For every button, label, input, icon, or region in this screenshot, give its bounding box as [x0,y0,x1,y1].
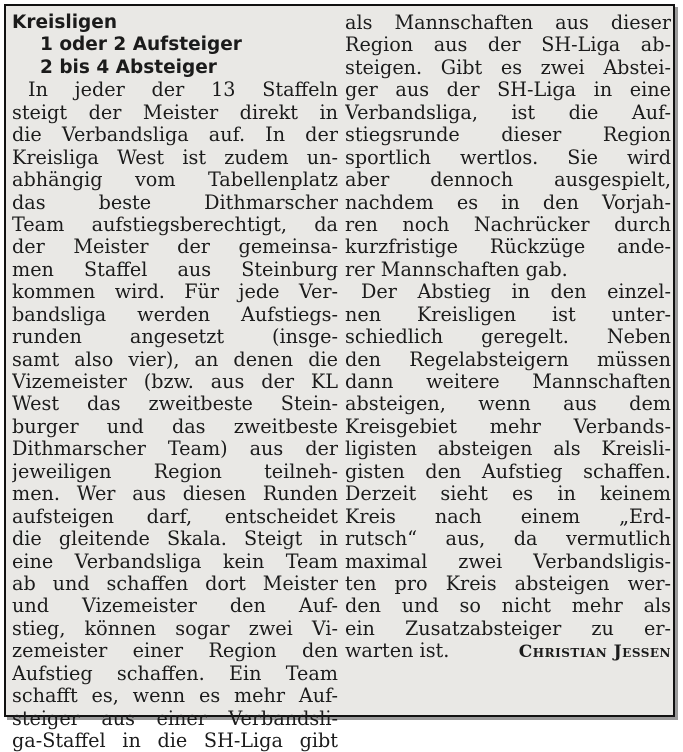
text-line: Aufstieg schaffen. Ein Team [12,662,338,685]
text-line: den und so nicht mehr als [345,595,671,618]
text-line: Derzeit sieht es in keinem [345,483,671,506]
text-line: steigt der Meister direkt in [12,101,338,124]
text-line: die gleitende Skala. Steigt in [12,528,338,551]
text-line: Der Abstieg in den einzel- [361,281,671,304]
text-line: die Verbandsliga auf. In der [12,124,338,147]
text-line: jeweiligen Region teilneh- [12,460,338,483]
text-line: rutsch“ aus, da vermutlich [345,528,671,551]
text-line: schafft es, wenn es mehr Auf- [12,685,338,708]
article-subhead: 1 oder 2 Aufsteiger [40,34,242,56]
text-line: nachdem es in den Vorjah- [345,191,671,214]
newspaper-clipping [4,4,675,752]
text-line: kurzfristige Rückzüge ande- [345,236,671,259]
text-line: samt also vier), an denen die [12,348,338,371]
article-column-left [12,12,338,752]
text-line: steigen. Gibt es zwei Abstei- [345,56,671,79]
text-line: rer Mannschaften gab. [345,258,568,281]
text-line: und Vizemeister den Auf- [12,595,338,618]
text-line: Dithmarscher Team) aus der [12,438,338,461]
text-line: aufsteigen darf, entscheidet [12,505,338,528]
text-line: ab und schaffen dort Meister [12,572,338,595]
text-line: ten pro Kreis absteigen wer- [345,572,671,595]
text-line: nen Kreisligen ist unter- [345,303,671,326]
text-line: Verbandsliga, ist die Auf- [345,101,671,124]
text-line: burger und das zweitbeste [12,415,338,438]
text-line: runden angesetzt (insge- [12,326,338,349]
text-line: Kreisgebiet mehr Verbands- [345,415,671,438]
text-line: bandsliga werden Aufstiegs- [12,303,338,326]
text-line: abhängig vom Tabellenplatz [12,169,338,192]
text-line: der Meister der gemeinsa- [12,236,338,259]
text-line: stiegsrunde dieser Region [345,124,671,147]
text-line: sportlich wertlos. Sie wird [345,146,671,169]
text-line: ligisten absteigen als Kreisli- [345,438,671,461]
text-line: maximal zwei Verbandsligis- [345,550,671,573]
text-line: absteigen, wenn aus dem [345,393,671,416]
text-line: Kreis nach einem „Erd- [345,505,671,528]
article-subhead: 2 bis 4 Absteiger [40,56,217,78]
article-heading: Kreisligen [12,12,118,33]
text-line: men. Wer aus diesen Runden [12,483,338,506]
text-line: West das zweitbeste Stein- [12,393,338,416]
text-line: steiger aus einer Verbandsli- [12,707,338,730]
text-line: zemeister einer Region den [12,640,338,663]
text-line: stieg, können sogar zwei Vi- [12,617,338,640]
text-line: schiedlich geregelt. Neben [345,326,671,349]
text-line: Kreisliga West ist zudem un- [12,146,338,169]
text-line: eine Verbandsliga kein Team [12,550,338,573]
text-line: als Mannschaften aus dieser [345,12,671,34]
text-line: aber dennoch ausgespielt, [345,169,671,192]
closing-line [345,640,671,662]
text-line: Region aus der SH-Liga ab- [345,34,671,57]
text-line: gisten den Aufstieg schaffen. [345,460,671,483]
text-line: Vizemeister (bzw. aus der KL [12,371,338,393]
article-column-right [345,12,671,663]
text-line: dann weitere Mannschaften [345,371,671,393]
text-line: ger aus der SH-Liga in eine [345,79,671,102]
text-line: das beste Dithmarscher [12,191,338,214]
text-line: ein Zusatzabsteiger zu er- [345,617,671,640]
text-line: Team aufstiegsberechtigt, da [12,213,338,236]
author-byline: Christian Jessen [518,642,671,663]
text-line: In jeder der 13 Staffeln [28,79,338,102]
text-line: kommen wird. Für jede Ver- [12,281,338,304]
text-line: ga-Staffel in die SH-Liga gibt [12,730,338,752]
final-text: warten ist. [345,640,450,663]
text-line: ren noch Nachrücker durch [345,213,671,236]
text-line: men Staffel aus Steinburg [12,258,338,281]
text-line: den Regelabsteigern müssen [345,348,671,371]
